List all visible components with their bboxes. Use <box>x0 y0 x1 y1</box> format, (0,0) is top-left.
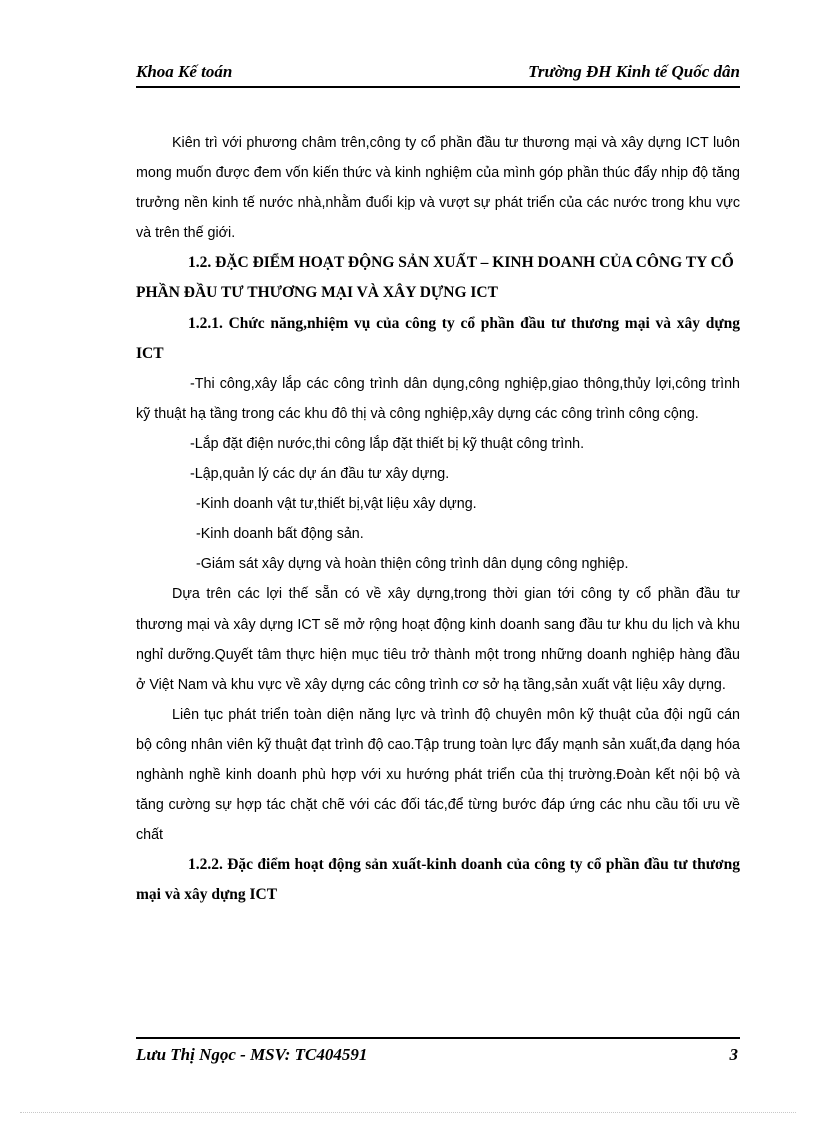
duty-item-construction: -Thi công,xây lắp các công trình dân dụng,công nghiệp,giao thông,thủy lợi,công trình kỹ thuật hạ tầng trong các khu đô thị và công nghiệp,xây dựng các công trình công cộng. <box>136 375 740 422</box>
document-body <box>136 128 740 910</box>
page-header <box>136 60 740 88</box>
header-university: Trường ĐH Kinh tế Quốc dân <box>528 62 740 81</box>
footer-author: Lưu Thị Ngọc - MSV: TC404591 <box>136 1045 368 1064</box>
section-heading-1-2: 1.2. ĐẶC ĐIỂM HOẠT ĐỘNG SẢN XUẤT – KINH DOANH CỦA CÔNG TY CỔ PHẦN ĐẦU TƯ THƯƠNG MẠI VÀ XÂY DỰNG ICT <box>136 254 734 302</box>
duty-item-real-estate: -Kinh doanh bất động sản. <box>196 526 364 543</box>
subsection-heading-1-2-1: 1.2.1. Chức năng,nhiệm vụ của công ty cổ phần đầu tư thương mại và xây dựng ICT <box>136 314 740 362</box>
duty-item-materials-trading: -Kinh doanh vật tư,thiết bị,vật liệu xây dựng. <box>196 496 477 513</box>
paragraph-development: Liên tục phát triển toàn diện năng lực và trình độ chuyên môn kỹ thuật của đội ngũ cán bộ công nhân viên kỹ thuật đạt trình độ cao.Tập trung toàn lực đẩy mạnh sản xuất,đa dạng hóa nghành nghề kinh doanh phù hợp với xu hướng phát triển của thị trường.Đoàn kết nội bộ và tăng cường sự hợp tác chặt chẽ với các đối tác,để từng bước đáp ứng các nhu cầu tối ưu về chất <box>136 706 740 844</box>
page-edge-divider <box>20 1112 796 1113</box>
page-footer <box>136 1037 740 1068</box>
header-faculty: Khoa Kế toán <box>136 62 233 81</box>
duty-item-supervision: -Giám sát xây dựng và hoàn thiện công trình dân dụng công nghiệp. <box>196 556 629 573</box>
page-number: 3 <box>729 1045 738 1064</box>
paragraph-intro: Kiên trì với phương châm trên,công ty cổ phần đầu tư thương mại và xây dựng ICT luôn mong muốn được đem vốn kiến thức và kinh nghiệm của mình góp phần thúc đẩy nhịp độ tăng trưởng nền kinh tế nước nhà,nhằm đuổi kịp và vượt sự phát triển của các nước trong khu vực và trên thế giới. <box>136 135 740 242</box>
subsection-heading-1-2-2: 1.2.2. Đặc điểm hoạt động sản xuất-kinh doanh của công ty cổ phần đầu tư thương mại và xây dựng ICT <box>136 856 740 904</box>
paragraph-expansion: Dựa trên các lợi thế sẵn có về xây dựng,trong thời gian tới công ty cổ phần đầu tư thương mại và xây dựng ICT sẽ mở rộng hoạt động kinh doanh sang đầu tư khu du lịch và khu nghỉ dưỡng.Quyết tâm thực hiện mục tiêu trở thành một trong những doanh nghiệp hàng đầu ở Việt Nam và khu vực về xây dựng các công trình cơ sở hạ tầng,sản xuất vật liệu xây dựng. <box>136 586 740 693</box>
duty-item-project-management: -Lập,quản lý các dự án đầu tư xây dựng. <box>190 466 450 483</box>
duty-item-installation: -Lắp đặt điện nước,thi công lắp đặt thiết bị kỹ thuật công trình. <box>190 435 585 452</box>
